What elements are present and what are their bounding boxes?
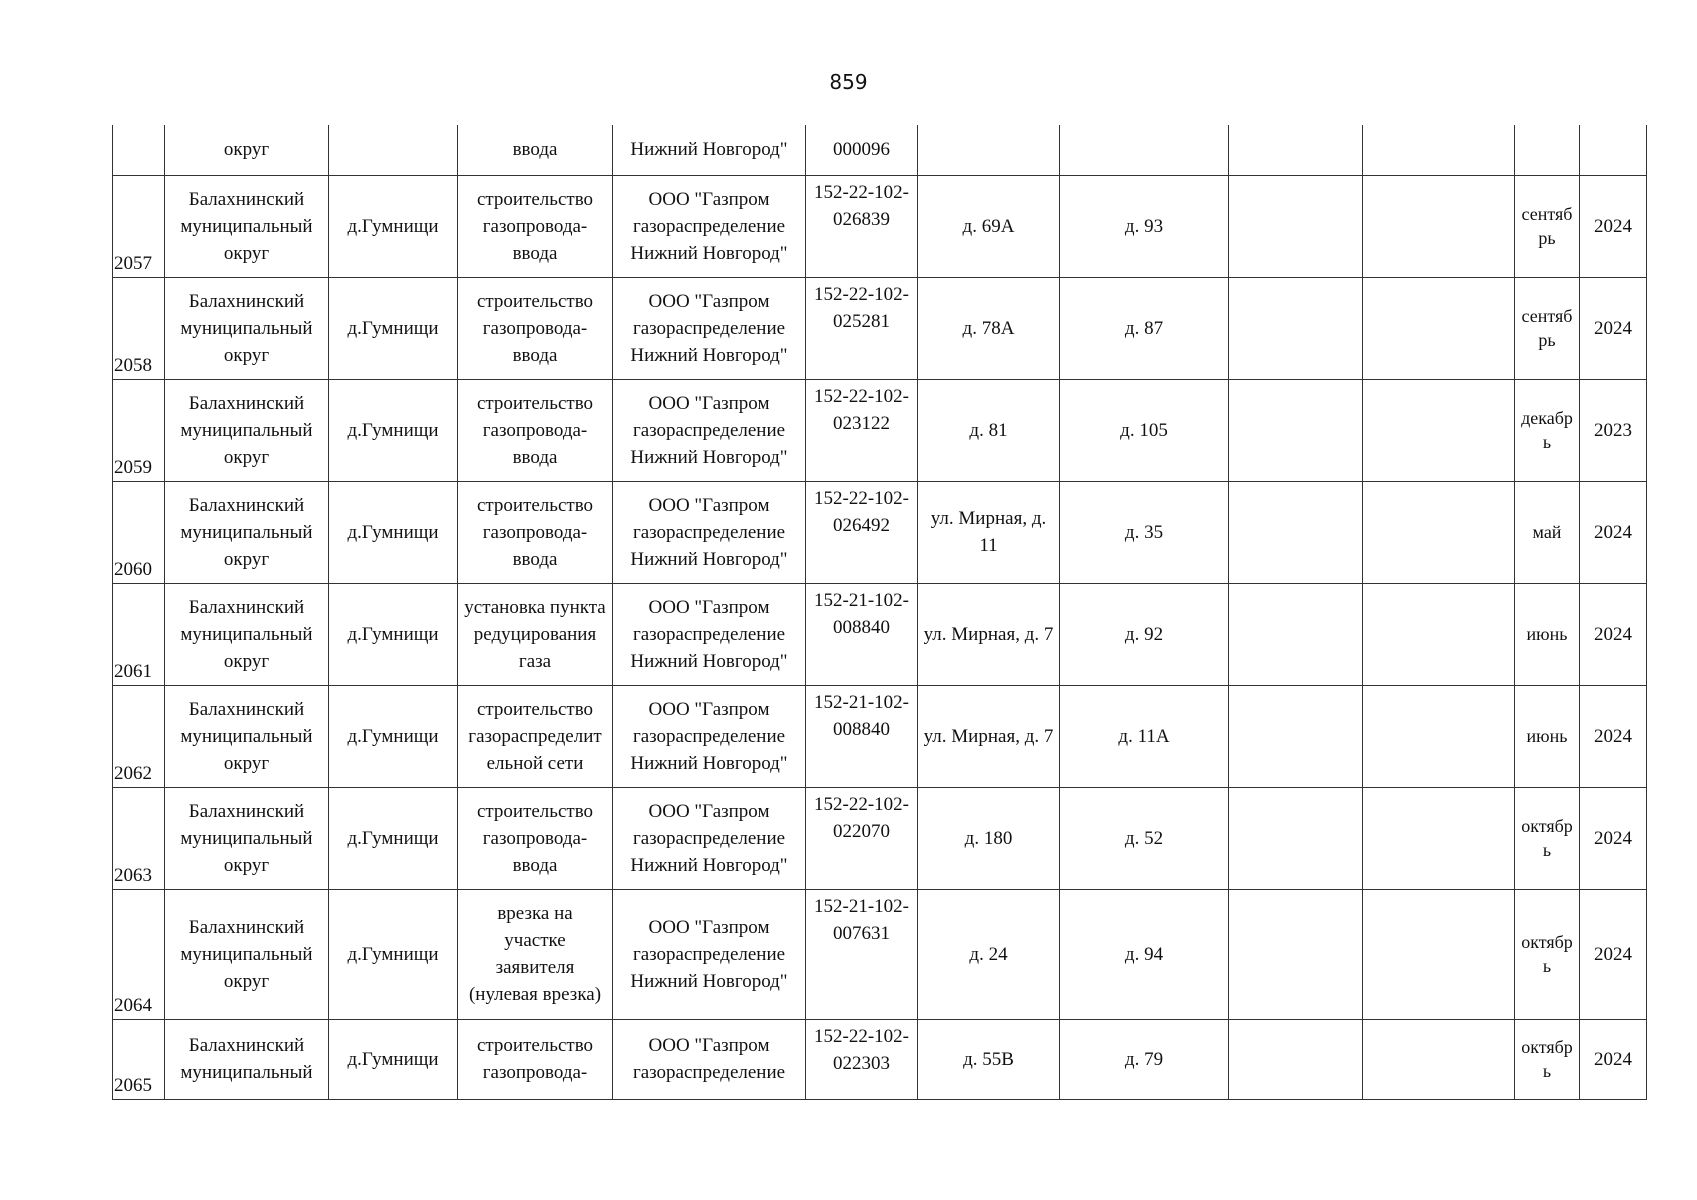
table-row [113, 685, 1647, 787]
cell-line: д. 81 [969, 419, 1008, 441]
cell-line: округ [223, 242, 270, 264]
cell-line: округ [223, 548, 270, 570]
cell-line: Балахнинский [188, 290, 305, 312]
cell-line: 022070 [833, 820, 890, 842]
cell-line: ООО "Газпром [648, 188, 770, 210]
cell-organization [613, 175, 806, 277]
table-row [113, 481, 1647, 583]
cell-line: 023122 [833, 412, 890, 434]
cell-line: ввода [512, 854, 558, 876]
cell-line: газопровода- [482, 521, 588, 543]
cell-line: д. 55В [963, 1048, 1014, 1070]
cell-address-to [1060, 125, 1229, 175]
cell-empty [1363, 583, 1515, 685]
cell-line: 025281 [833, 310, 890, 332]
cell-address-from [918, 1019, 1060, 1099]
cell-line: 152-22-102- [814, 283, 909, 305]
cell-line: ООО "Газпром [648, 800, 770, 822]
cell-line: Нижний Новгород" [630, 242, 788, 264]
cell-line: декабр [1521, 408, 1573, 428]
cell-work-type [458, 787, 613, 889]
cell-empty [1363, 1019, 1515, 1099]
cell-address-from [918, 481, 1060, 583]
cell-year: 2024 [1580, 787, 1647, 889]
cell-address-to: д. 52 [1060, 787, 1229, 889]
cell-line: май [1532, 522, 1562, 542]
cell-month [1515, 379, 1580, 481]
cell-line: Нижний Новгород" [630, 752, 788, 774]
cell-line: заявителя [495, 957, 575, 978]
cell-code [806, 685, 918, 787]
cell-empty [1363, 481, 1515, 583]
cell-code [806, 379, 918, 481]
cell-month [1515, 889, 1580, 1019]
cell-year [1580, 125, 1647, 175]
cell-address-to: д. 94 [1060, 889, 1229, 1019]
cell-month [1515, 125, 1580, 175]
table-row [113, 379, 1647, 481]
cell-settlement: д.Гумнищи [329, 277, 458, 379]
cell-district [165, 481, 329, 583]
cell-code [806, 175, 918, 277]
cell-line: ООО "Газпром [648, 290, 770, 312]
cell-line: муниципальный [180, 521, 313, 543]
cell-line: строительство [476, 800, 594, 822]
cell-line: врезка на [497, 903, 573, 924]
cell-year: 2024 [1580, 685, 1647, 787]
cell-district [165, 1019, 329, 1099]
cell-organization [613, 481, 806, 583]
cell-line: муниципальный [180, 943, 313, 965]
cell-line: газопровода- [482, 317, 588, 339]
cell-number: 2061 [113, 583, 165, 685]
cell-empty [1229, 277, 1363, 379]
cell-line: Нижний Новгород" [630, 650, 788, 672]
cell-address-from [918, 787, 1060, 889]
cell-line: газопровода- [482, 419, 588, 441]
cell-address-to: д. 79 [1060, 1019, 1229, 1099]
cell-year: 2024 [1580, 277, 1647, 379]
cell-district [165, 685, 329, 787]
cell-line: 152-22-102- [814, 385, 909, 407]
cell-line: ввода [512, 548, 558, 570]
cell-address-from [918, 175, 1060, 277]
cell-line: ООО "Газпром [648, 1035, 770, 1056]
cell-line: Балахнинский [188, 494, 305, 516]
cell-line: 007631 [833, 922, 890, 944]
cell-code [806, 277, 918, 379]
cell-organization: Нижний Новгород" [613, 125, 806, 175]
cell-year: 2024 [1580, 481, 1647, 583]
cell-address-from [918, 685, 1060, 787]
cell-line: ельной сети [486, 752, 584, 774]
cell-number [113, 125, 165, 175]
cell-year: 2024 [1580, 889, 1647, 1019]
cell-organization [613, 583, 806, 685]
page-number: 859 [829, 70, 868, 94]
cell-line: (нулевая врезка) [468, 984, 602, 1005]
cell-empty [1363, 787, 1515, 889]
cell-number: 2065 [113, 1019, 165, 1099]
cell-line: 152-21-102- [814, 691, 909, 713]
cell-line: октябр [1521, 816, 1573, 836]
cell-line: муниципальный [180, 1062, 313, 1083]
cell-line: октябр [1521, 1037, 1573, 1057]
cell-line: рь [1538, 330, 1556, 350]
cell-line: 152-22-102- [814, 1025, 909, 1047]
cell-line: газораспределение [632, 215, 786, 237]
cell-line: октябр [1521, 932, 1573, 952]
cell-work-type [458, 889, 613, 1019]
cell-settlement: д.Гумнищи [329, 379, 458, 481]
cell-organization [613, 889, 806, 1019]
cell-line: ООО "Газпром [648, 698, 770, 720]
cell-address-to: д. 105 [1060, 379, 1229, 481]
cell-line: газораспределение [632, 317, 786, 339]
cell-line: газопровода- [482, 827, 588, 849]
table-row [113, 277, 1647, 379]
table-row [113, 889, 1647, 1019]
cell-settlement: д.Гумнищи [329, 685, 458, 787]
cell-line: строительство [476, 290, 594, 312]
cell-settlement: д.Гумнищи [329, 583, 458, 685]
cell-organization [613, 787, 806, 889]
cell-month [1515, 481, 1580, 583]
cell-work-type [458, 1019, 613, 1099]
cell-line: 026839 [833, 208, 890, 230]
cell-empty [1229, 481, 1363, 583]
cell-organization [613, 1019, 806, 1099]
cell-line: Нижний Новгород" [630, 548, 788, 570]
cell-district [165, 277, 329, 379]
table-row [113, 1019, 1647, 1099]
cell-line: ул. Мирная, д. [930, 508, 1047, 529]
cell-line: Балахнинский [188, 392, 305, 414]
cell-number: 2057 [113, 175, 165, 277]
cell-district [165, 175, 329, 277]
cell-line: газа [518, 650, 552, 672]
cell-line: округ [223, 752, 270, 774]
cell-line: ул. Мирная, д. 7 [923, 623, 1054, 645]
cell-line: июнь [1526, 624, 1568, 644]
cell-line: газопровода- [482, 215, 588, 237]
cell-line: Балахнинский [188, 698, 305, 720]
cell-settlement: д.Гумнищи [329, 1019, 458, 1099]
cell-empty [1363, 685, 1515, 787]
table-row [113, 583, 1647, 685]
cell-empty [1229, 175, 1363, 277]
cell-line: Нижний Новгород" [630, 970, 788, 992]
cell-settlement: д.Гумнищи [329, 787, 458, 889]
cell-empty [1363, 889, 1515, 1019]
table-row [113, 175, 1647, 277]
cell-address-from [918, 889, 1060, 1019]
cell-number: 2059 [113, 379, 165, 481]
cell-settlement: д.Гумнищи [329, 175, 458, 277]
cell-year: 2023 [1580, 379, 1647, 481]
cell-work-type [458, 583, 613, 685]
cell-work-type: ввода [458, 125, 613, 175]
cell-line: 152-21-102- [814, 895, 909, 917]
cell-work-type [458, 481, 613, 583]
cell-year: 2024 [1580, 175, 1647, 277]
cell-code [806, 1019, 918, 1099]
cell-line: Нижний Новгород" [630, 854, 788, 876]
cell-number: 2063 [113, 787, 165, 889]
cell-line: округ [223, 854, 270, 876]
cell-year: 2024 [1580, 583, 1647, 685]
cell-line: газораспределение [632, 623, 786, 645]
cell-line: 026492 [833, 514, 890, 536]
cell-empty [1363, 379, 1515, 481]
cell-line: ь [1542, 840, 1552, 860]
cell-district [165, 379, 329, 481]
cell-address-to: д. 92 [1060, 583, 1229, 685]
records-table [112, 125, 1647, 1100]
cell-month [1515, 277, 1580, 379]
cell-year: 2024 [1580, 1019, 1647, 1099]
cell-line: муниципальный [180, 827, 313, 849]
cell-month [1515, 1019, 1580, 1099]
cell-line: ь [1542, 956, 1552, 976]
cell-line: муниципальный [180, 623, 313, 645]
cell-line: 152-22-102- [814, 793, 909, 815]
cell-month [1515, 685, 1580, 787]
cell-line: ввода [512, 446, 558, 468]
cell-line: округ [223, 446, 270, 468]
cell-empty [1229, 583, 1363, 685]
cell-empty [1229, 125, 1363, 175]
cell-line: д. 180 [964, 827, 1013, 849]
cell-line: строительство [476, 392, 594, 414]
cell-line: округ [223, 650, 270, 672]
cell-line: Балахнинский [188, 1035, 305, 1056]
cell-address-from [918, 277, 1060, 379]
cell-line: Балахнинский [188, 800, 305, 822]
cell-line: Балахнинский [188, 188, 305, 210]
cell-line: 008840 [833, 616, 890, 638]
cell-line: ООО "Газпром [648, 596, 770, 618]
cell-empty [1229, 1019, 1363, 1099]
cell-line: газораспределение [632, 827, 786, 849]
cell-code [806, 889, 918, 1019]
cell-line: 152-22-102- [814, 487, 909, 509]
cell-organization [613, 379, 806, 481]
cell-address-from [918, 379, 1060, 481]
cell-line: Нижний Новгород" [630, 446, 788, 468]
cell-address-to: д. 93 [1060, 175, 1229, 277]
cell-line: ул. Мирная, д. 7 [923, 725, 1054, 747]
cell-line: ООО "Газпром [648, 916, 770, 938]
cell-line: 008840 [833, 718, 890, 740]
cell-line: газораспределение [632, 1062, 786, 1083]
cell-line: Балахнинский [188, 916, 305, 938]
cell-empty [1229, 787, 1363, 889]
cell-line: редуцирования [473, 623, 597, 645]
cell-line: сентяб [1521, 306, 1573, 326]
cell-line: строительство [476, 494, 594, 516]
cell-settlement: д.Гумнищи [329, 481, 458, 583]
cell-code [806, 787, 918, 889]
table-row [113, 125, 1647, 175]
cell-month [1515, 175, 1580, 277]
cell-address-from [918, 583, 1060, 685]
cell-line: установка пункта [464, 596, 606, 618]
cell-line: муниципальный [180, 317, 313, 339]
cell-line: газораспределение [632, 725, 786, 747]
cell-line: муниципальный [180, 215, 313, 237]
cell-code: 000096 [806, 125, 918, 175]
cell-district [165, 583, 329, 685]
cell-line: округ [223, 970, 270, 992]
cell-line: 152-21-102- [814, 589, 909, 611]
cell-line: газораспределение [632, 943, 786, 965]
cell-organization [613, 685, 806, 787]
cell-code [806, 583, 918, 685]
cell-empty [1229, 685, 1363, 787]
cell-line: д. 78А [962, 317, 1015, 339]
cell-line: муниципальный [180, 419, 313, 441]
cell-line: Балахнинский [188, 596, 305, 618]
cell-line: ввода [512, 344, 558, 366]
cell-number: 2060 [113, 481, 165, 583]
cell-line: газораспределение [632, 521, 786, 543]
cell-line: газопровода- [482, 1062, 588, 1083]
cell-work-type [458, 685, 613, 787]
cell-line: д. 69А [962, 215, 1015, 237]
cell-month [1515, 787, 1580, 889]
cell-organization [613, 277, 806, 379]
cell-line: 11 [979, 535, 998, 556]
cell-line: муниципальный [180, 725, 313, 747]
cell-line: газораспределит [468, 725, 602, 747]
cell-address-to: д. 87 [1060, 277, 1229, 379]
cell-line: строительство [476, 188, 594, 210]
cell-line: июнь [1526, 726, 1568, 746]
cell-address-from [918, 125, 1060, 175]
cell-empty [1363, 175, 1515, 277]
cell-line: округ [223, 344, 270, 366]
cell-district [165, 889, 329, 1019]
cell-number: 2064 [113, 889, 165, 1019]
cell-address-to: д. 35 [1060, 481, 1229, 583]
cell-line: участке [504, 930, 566, 951]
table-row [113, 787, 1647, 889]
cell-work-type [458, 379, 613, 481]
cell-line: ООО "Газпром [648, 494, 770, 516]
cell-empty [1229, 889, 1363, 1019]
cell-line: строительство [476, 1035, 594, 1056]
cell-line: д. 24 [969, 943, 1008, 965]
cell-district [165, 787, 329, 889]
cell-settlement: д.Гумнищи [329, 889, 458, 1019]
cell-month [1515, 583, 1580, 685]
cell-address-to: д. 11А [1060, 685, 1229, 787]
cell-line: сентяб [1521, 204, 1573, 224]
cell-settlement [329, 125, 458, 175]
cell-line: ь [1542, 432, 1552, 452]
cell-district: округ [165, 125, 329, 175]
cell-line: ООО "Газпром [648, 392, 770, 414]
cell-line: 022303 [833, 1052, 890, 1074]
cell-work-type [458, 175, 613, 277]
cell-line: 152-22-102- [814, 181, 909, 203]
cell-line: строительство [476, 698, 594, 720]
cell-empty [1363, 125, 1515, 175]
cell-line: ввода [512, 242, 558, 264]
cell-work-type [458, 277, 613, 379]
cell-number: 2058 [113, 277, 165, 379]
cell-line: ь [1542, 1061, 1552, 1081]
cell-number: 2062 [113, 685, 165, 787]
cell-line: газораспределение [632, 419, 786, 441]
cell-code [806, 481, 918, 583]
cell-line: рь [1538, 228, 1556, 248]
cell-empty [1363, 277, 1515, 379]
cell-empty [1229, 379, 1363, 481]
cell-line: Нижний Новгород" [630, 344, 788, 366]
